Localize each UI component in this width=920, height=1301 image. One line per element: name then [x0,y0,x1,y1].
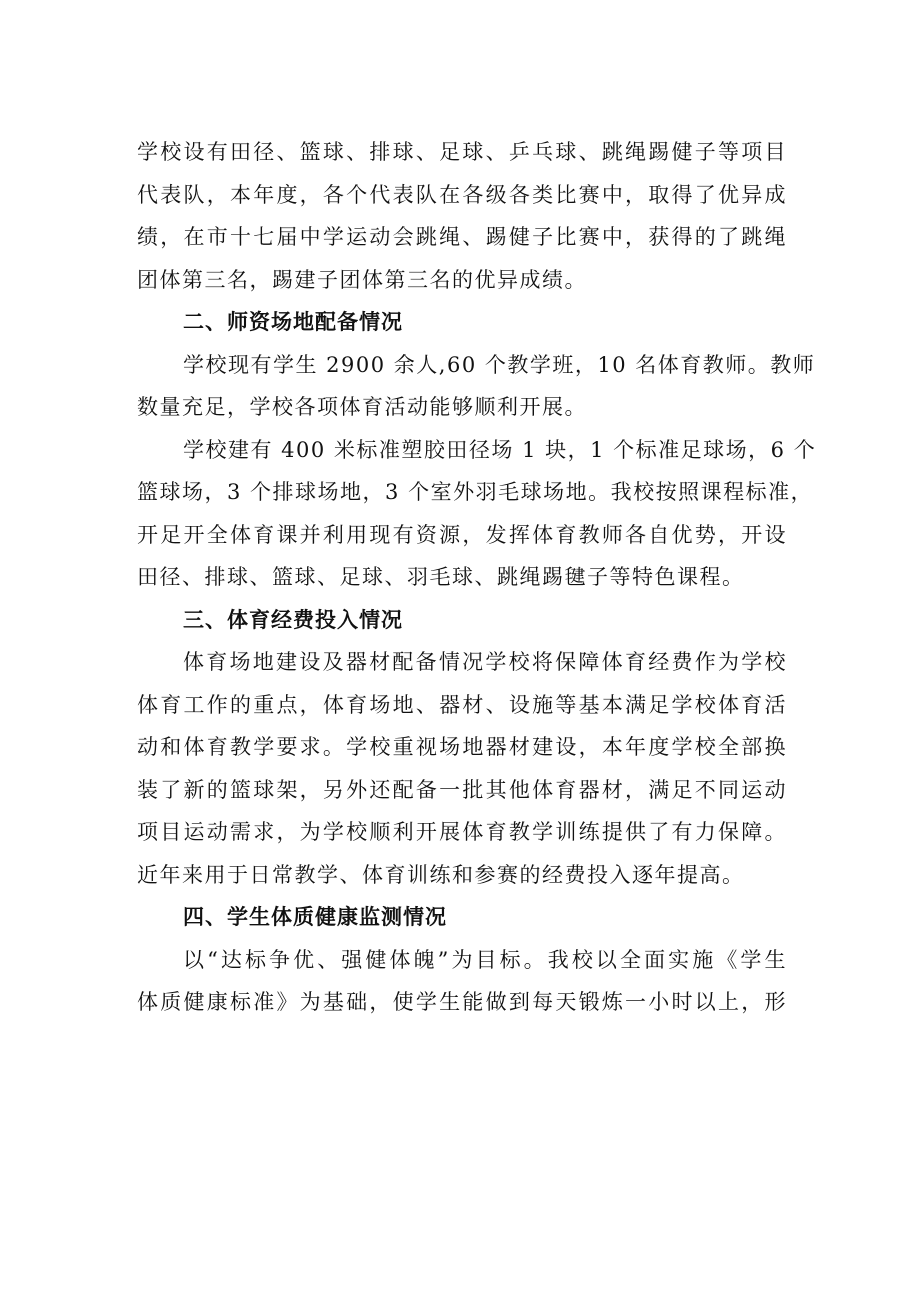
section-heading: 二、师资场地配备情况 [183,310,403,334]
document-page [137,131,817,1024]
paragraph-line: 开足开全体育课并利用现有资源，发挥体育教师各自优势，开设 [137,522,787,547]
paragraph-first-line: 学校现有学生 2900 余人,60 个教学班，10 名体育教师。教师 [183,352,816,377]
paragraph-first-line: 学校建有 400 米标准塑胶田径场 1 块，1 个标准足球场，6 个 [183,437,817,462]
paragraph-line: 体质健康标准》为基础，使学生能做到每天锻炼一小时以上，形 [137,990,787,1014]
section-heading: 四、学生体质健康监测情况 [183,905,447,929]
paragraph-line: 动和体育教学要求。学校重视场地器材建设，本年度学校全部换 [137,735,787,759]
paragraph-line: 近年来用于日常教学、体育训练和参赛的经费投入逐年提高。 [137,862,745,887]
paragraph-line: 数量充足，学校各项体育活动能够顺利开展。 [137,395,587,419]
paragraph-line: 装了新的篮球架，另外还配备一批其他体育器材，满足不同运动 [137,777,787,802]
paragraph-line: 团体第三名，踢建子团体第三名的优异成绩。 [137,267,587,292]
paragraph-line: 学校设有田径、篮球、排球、足球、乒乓球、跳绳踢健子等项目 [137,140,787,164]
paragraph-line: 绩，在市十七届中学运动会跳绳、踢健子比赛中，获得的了跳绳 [137,225,787,249]
paragraph-line: 体育工作的重点，体育场地、器材、设施等基本满足学校体育活 [137,692,787,717]
paragraph-line: 田径、排球、篮球、足球、羽毛球、跳绳踢毽子等特色课程。 [137,565,745,589]
section-heading: 三、体育经费投入情况 [183,607,403,632]
paragraph-first-line: 以“达标争优、强健体魄”为目标。我校以全面实施《学生 [183,947,787,972]
paragraph-first-line: 体育场地建设及器材配备情况学校将保障体育经费作为学校 [183,650,787,674]
paragraph-line: 篮球场，3 个排球场地，3 个室外羽毛球场地。我校按照课程标准， [137,480,814,504]
paragraph-line: 项目运动需求，为学校顺利开展体育教学训练提供了有力保障。 [137,820,787,844]
paragraph-line: 代表队，本年度，各个代表队在各级各类比赛中，取得了优异成 [137,182,787,207]
